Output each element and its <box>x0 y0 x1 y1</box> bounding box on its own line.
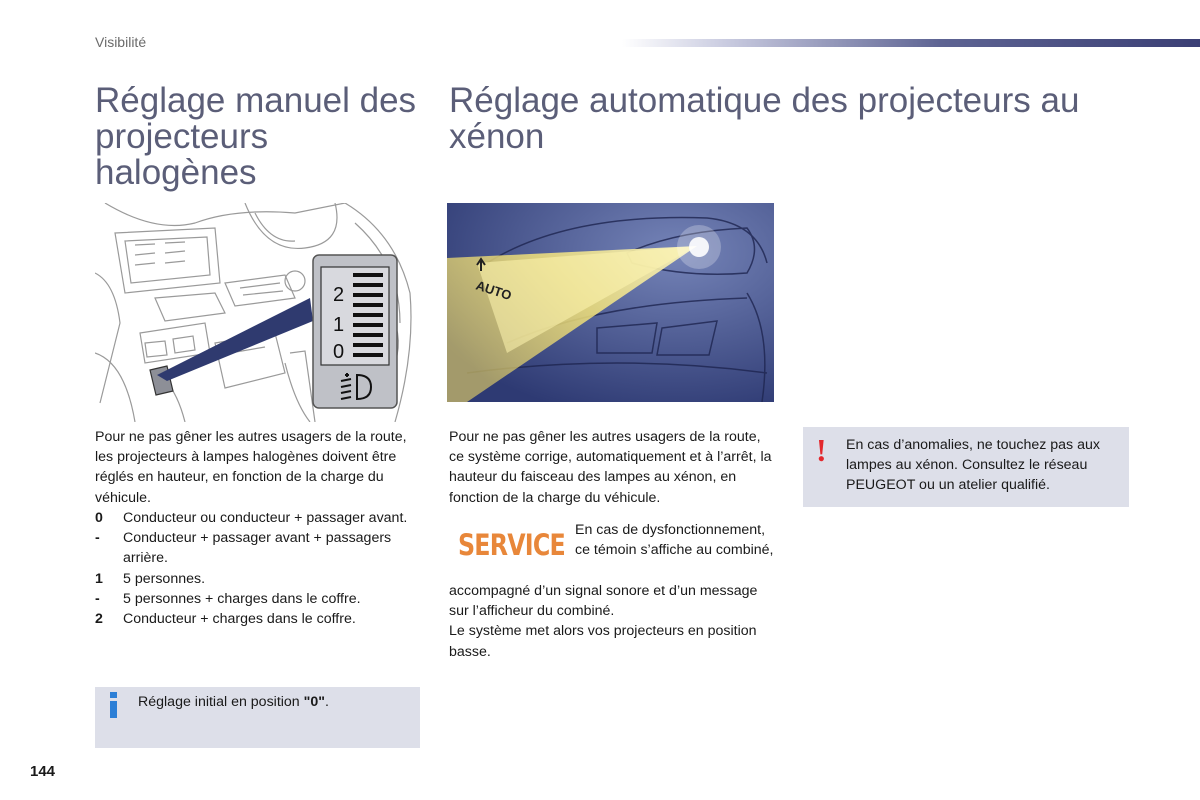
headlamp-adjust-illustration <box>95 203 420 422</box>
warning-exclamation-icon: ! <box>816 432 827 468</box>
warning-text: En cas d’anomalies, ne touchez pas aux lampes au xénon. Consultez le réseau PEUGEOT ou un atelier qualifié. <box>846 437 1100 494</box>
list-item: 2 Conducteur + charges dans le coffre. <box>95 611 356 628</box>
load-positions-list <box>95 508 425 629</box>
page-number: 144 <box>30 763 56 780</box>
dial-label-0: 0 <box>333 341 345 363</box>
info-icon <box>106 692 122 718</box>
info-text: Réglage initial en position "0". <box>138 694 329 710</box>
dial-label-1: 1 <box>333 314 345 336</box>
service-text-rest <box>449 581 779 662</box>
auto-label: AUTO <box>474 277 514 304</box>
list-item: - 5 personnes + charges dans le coffre. <box>95 590 361 607</box>
dial-label-2: 2 <box>333 284 345 306</box>
section-label: Visibilité <box>95 34 147 50</box>
left-title: Réglage manuel des projecteurs halogènes <box>95 81 417 192</box>
list-item: - Conducteur + passager avant + passagers arrière. <box>95 530 392 567</box>
service-text-system: Le système met alors vos projecteurs en position basse. <box>449 623 757 660</box>
service-warning-lamp: SERVICE <box>458 528 565 562</box>
list-item: 1 5 personnes. <box>95 570 206 587</box>
service-text-side: En cas de dysfonctionnement, ce témoin s’affiche au combiné, <box>575 522 774 559</box>
list-item: 0 Conducteur ou conducteur + passager avant. <box>95 510 408 526</box>
right-intro: Pour ne pas gêner les autres usagers de la route, ce système corrige, automatiquement et à l’arrêt, la hauteur du faisceau des lampes au xénon, en fonction de la charge du véhicule. <box>449 429 772 506</box>
xenon-headlamp-photo <box>447 203 774 402</box>
header-band <box>622 39 1200 47</box>
right-title: Réglage automatique des projecteurs au xénon <box>449 81 1080 156</box>
service-text-continuation: accompagné d’un signal sonore et d’un message sur l’afficheur du combiné. <box>449 583 758 620</box>
left-intro: Pour ne pas gêner les autres usagers de la route, les projecteurs à lampes halogènes doivent être réglés en hauteur, en fonction de la charge du véhicule. <box>95 429 407 506</box>
